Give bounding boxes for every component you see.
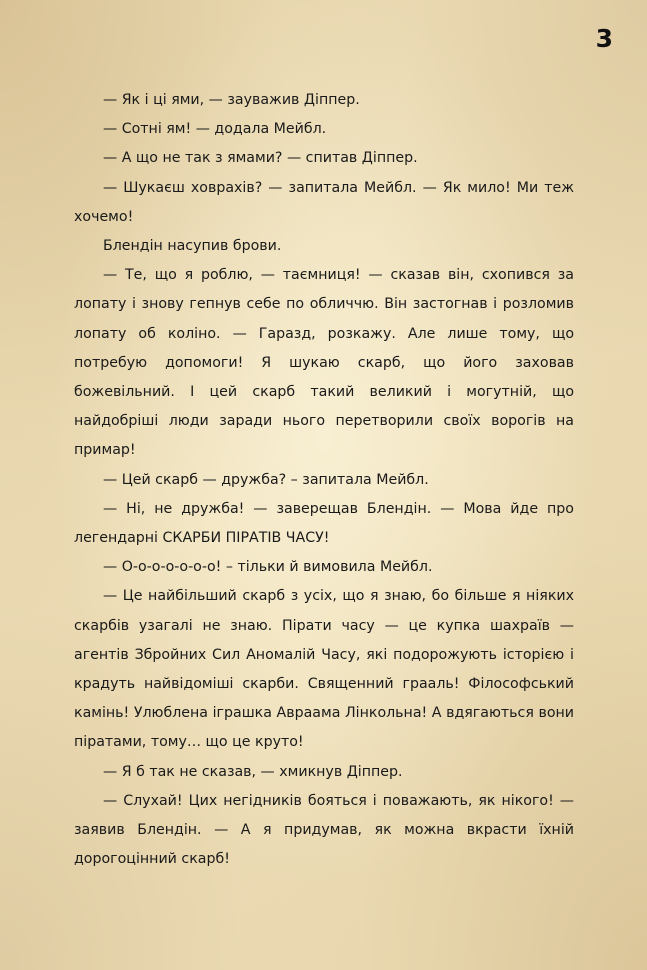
- paragraph: Блендін насупив брови.: [103, 238, 282, 255]
- paragraph: — А що не так з ямами? — спитав Діппер.: [103, 150, 418, 167]
- paragraph: — Ні, не дружба! — заверещав Блендін. — Мова йде про легендарні СКАРБИ ПІРАТІВ ЧАСУ!: [74, 500, 574, 547]
- page-number: 3: [595, 24, 613, 53]
- paragraph: — Це найбільший скарб з усіх, що я знаю, бо більше я ніяких скарбів узагалі не знаю. Пірати часу — це купка шахраїв — агентів Збройних Сил Аномалій Часу, які подорожують історією і крадуть найвідоміші скарби. Священний грааль! Філософський камінь! Улюблена іграшка Авраама Лінкольна! А вдягаються вони піратами, тому… що це круто!: [74, 588, 574, 751]
- paragraph: — Сотні ям! — додала Мейбл.: [103, 121, 327, 138]
- paragraph: — Шукаєш ховрахів? — запитала Мейбл. — Як мило! Ми теж хочемо!: [74, 179, 574, 225]
- paragraph: — Я б так не сказав, — хмикнув Діппер.: [103, 763, 403, 780]
- story-text: [74, 86, 574, 874]
- paragraph: — Цей скарб — дружба? – запитала Мейбл.: [103, 471, 429, 488]
- paragraph: — Як і ці ями, — зауважив Діппер.: [103, 92, 360, 108]
- paragraph: — Те, що я роблю, — таємниця! — сказав він, схопився за лопату і знову гепнув себе по обличчю. Він застогнав і розломив лопату об коліно. — Гаразд, розкажу. Але лише тому, що потребую допомоги! Я шукаю скарб, що його заховав божевільний. І цей скарб такий великий і могутній, що найдобріші люди заради нього перетворили своїх ворогів на примар!: [74, 267, 574, 459]
- paragraph: — О-о-о-о-о-о-о! – тільки й вимовила Мейбл.: [103, 559, 433, 576]
- paragraph: — Слухай! Цих негідників бояться і поважають, як нікого! — заявив Блендін. — А я придумав, як можна вкрасти їхній дорогоцінний скарб!: [74, 792, 574, 868]
